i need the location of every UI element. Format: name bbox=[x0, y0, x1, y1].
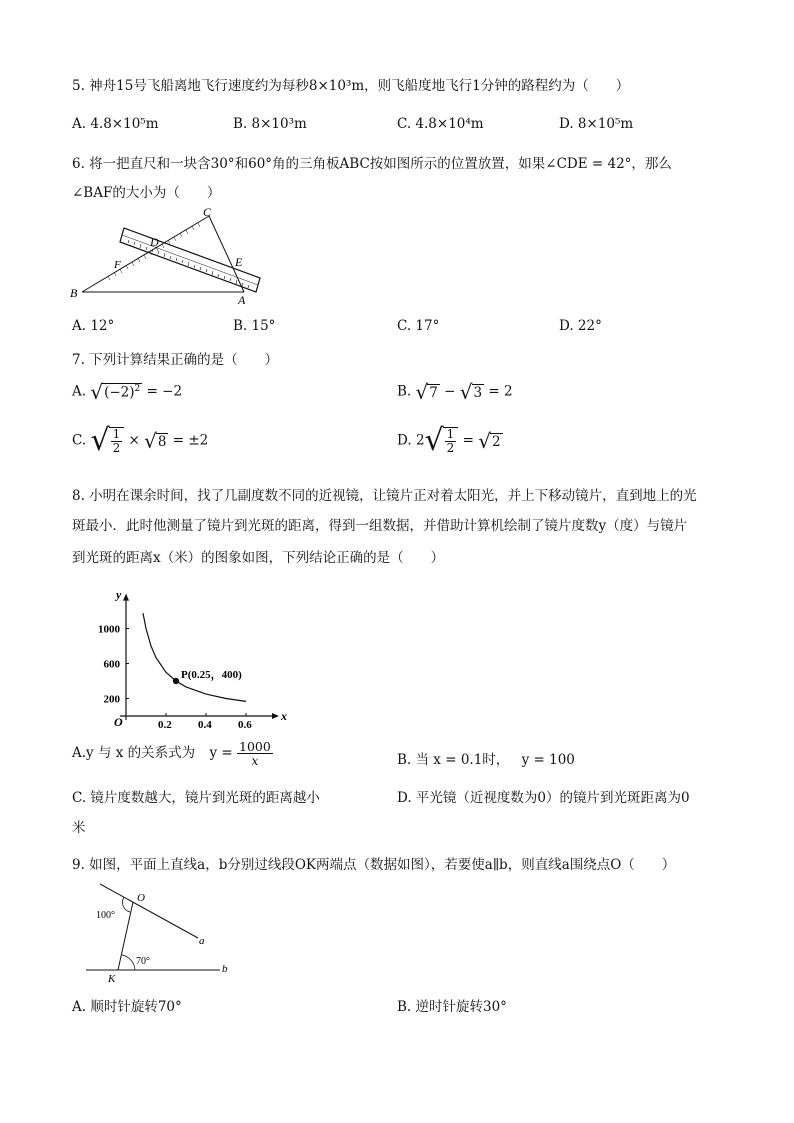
q7-d-radical-frac: √ $\frac{1}{2}$ bbox=[425, 426, 459, 456]
q7-b-rhs: = 2 bbox=[488, 383, 513, 400]
q9-option-a[interactable]: A. 顺时针旋转70° bbox=[72, 999, 182, 1015]
q7-option-c[interactable] bbox=[72, 423, 209, 458]
point-p-label: P(0.25，400) bbox=[181, 669, 242, 681]
q9-figure-lines bbox=[80, 878, 240, 986]
q7-b-radical-2: √ 3 bbox=[459, 380, 483, 404]
q7-a-inner: (−2) bbox=[104, 384, 135, 401]
curve-series bbox=[143, 613, 246, 701]
point-p bbox=[173, 678, 179, 684]
y-axis-label: y bbox=[116, 587, 122, 602]
q7-c-rhs: = ±2 bbox=[172, 432, 209, 449]
q5-option-a[interactable]: A. 4.8×10⁵m bbox=[72, 116, 159, 132]
q9-label-k: K bbox=[108, 973, 116, 985]
q8-a-y: y = bbox=[209, 745, 233, 762]
q7-c-label: C. bbox=[72, 432, 87, 449]
q6-label-e: E bbox=[235, 255, 243, 269]
q8-option-a[interactable] bbox=[72, 740, 273, 767]
q7-c-radical-frac: √ $\frac{1}{2}$ bbox=[90, 426, 124, 456]
q7-d-label: D. bbox=[397, 432, 412, 449]
q6-option-c[interactable]: C. 17° bbox=[397, 318, 440, 334]
q7-option-d[interactable] bbox=[397, 423, 503, 458]
q9-label-b: b bbox=[222, 963, 228, 975]
q5-option-b[interactable]: B. 8×10³m bbox=[233, 116, 307, 132]
q6-option-d[interactable]: D. 22° bbox=[559, 318, 602, 334]
q9-label-o: O bbox=[137, 892, 145, 904]
q6-label-c: C bbox=[203, 205, 212, 219]
q9-label-a: a bbox=[199, 935, 205, 947]
q8-inverse-proportion-chart bbox=[84, 572, 287, 732]
q7-d-radical-2: √ 2 bbox=[478, 429, 501, 453]
q7-b-label: B. bbox=[397, 383, 412, 400]
y-tick-label: 1000 bbox=[98, 623, 120, 636]
y-axis-arrow bbox=[123, 594, 129, 601]
q7-a-radical: √ $(-2)^2$ bbox=[90, 380, 141, 404]
q7-a-exp: 2 bbox=[134, 384, 141, 395]
q8-option-b[interactable] bbox=[397, 748, 575, 768]
q8-option-d[interactable]: D. 平光镜（近视度数为0）的镜片到光斑距离为0 bbox=[397, 790, 690, 806]
q9-angle-70: 70° bbox=[136, 956, 150, 967]
q7-stem: 7. 下列计算结果正确的是（ ） bbox=[72, 352, 279, 368]
q6-label-b: B bbox=[70, 286, 78, 300]
q7-option-b[interactable] bbox=[397, 382, 513, 402]
q6-label-f: F bbox=[114, 259, 121, 271]
q9-angle-100: 100° bbox=[96, 910, 115, 921]
q7-a-rhs: = −2 bbox=[146, 383, 183, 400]
q8-a-text: y 与 x 的关系式为 bbox=[86, 745, 196, 762]
q6-figure-ruler-triangle bbox=[68, 204, 268, 306]
x-tick-label: 0.6 bbox=[238, 719, 252, 731]
q7-b-radical-1: √ 7 bbox=[415, 380, 438, 404]
q8-b-text: 当 x = 0.1时， bbox=[415, 752, 510, 768]
q6-label-a: A bbox=[238, 293, 246, 307]
y-tick-label: 600 bbox=[103, 658, 120, 671]
q5-stem: 5. 神舟15号飞船离地飞行速度约为每秒8×10³m，则飞船度地飞行1分钟的路程约为（ ） bbox=[72, 78, 630, 94]
q8-option-d-cont: 米 bbox=[72, 820, 86, 836]
q7-b-minus: − bbox=[444, 383, 456, 400]
q8-b-rhs: y = 100 bbox=[521, 752, 575, 768]
x-axis-label: x bbox=[281, 709, 287, 723]
x-tick-label: 0.2 bbox=[158, 719, 172, 731]
x-tick-label: 0.4 bbox=[198, 719, 212, 731]
q8-a-fraction: $\frac{1000}{x}$ bbox=[239, 739, 271, 769]
q9-stem: 9. 如图，平面上直线a，b分别过线段OK两端点（数据如图），若要使a∥b，则直线a围绕点O（ ） bbox=[72, 857, 676, 873]
q6-stem-line1: 6. 将一把直尺和一块含30°和60°角的三角板ABC按如图所示的位置放置，如果∠CDE = 42°，那么 bbox=[72, 156, 672, 172]
q7-a-label: A. bbox=[72, 383, 87, 400]
q5-option-c[interactable]: C. 4.8×10⁴m bbox=[397, 116, 484, 132]
q7-d-eq: = bbox=[462, 432, 474, 449]
q6-label-d: D bbox=[150, 235, 159, 249]
q8-b-label: B. bbox=[397, 752, 412, 768]
x-axis-arrow bbox=[272, 713, 279, 719]
q7-d-coef: 2 bbox=[415, 432, 425, 449]
q8-stem-line3: 到光斑的距离x（米）的图象如图，下列结论正确的是（ ） bbox=[72, 550, 445, 566]
q6-option-a[interactable]: A. 12° bbox=[72, 318, 115, 334]
q7-c-times: × bbox=[128, 432, 140, 449]
q8-option-c[interactable]: C. 镜片度数越大，镜片到光斑的距离越小 bbox=[72, 790, 320, 806]
q6-stem-line2: ∠BAF的大小为（ ） bbox=[72, 185, 221, 201]
q5-option-d[interactable]: D. 8×10⁵m bbox=[559, 116, 634, 132]
q7-c-radical-8: √ 8 bbox=[144, 429, 167, 453]
y-tick-label: 200 bbox=[103, 693, 120, 706]
q7-option-a[interactable] bbox=[72, 382, 182, 402]
q9-option-b[interactable]: B. 逆时针旋转30° bbox=[397, 999, 507, 1015]
q8-stem-line2: 斑最小．此时他测量了镜片到光斑的距离，得到一组数据，并借助计算机绘制了镜片度数y（度）与镜片 bbox=[72, 518, 688, 534]
q8-stem-line1: 8. 小明在课余时间，找了几副度数不同的近视镜，让镜片正对着太阳光，并上下移动镜片，直到地上的光 bbox=[72, 488, 697, 504]
origin-label: O bbox=[114, 715, 123, 729]
q6-option-b[interactable]: B. 15° bbox=[233, 318, 276, 334]
q8-a-label: A. bbox=[72, 745, 87, 762]
